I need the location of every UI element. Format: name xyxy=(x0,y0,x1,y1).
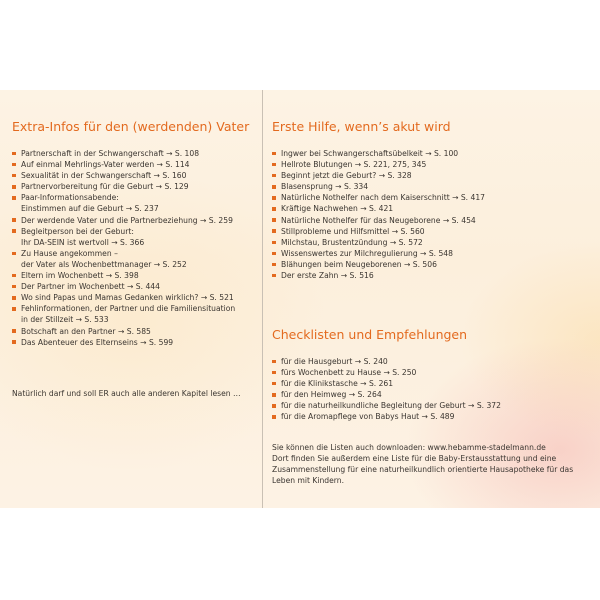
bullet-square-icon xyxy=(272,174,276,178)
list-item xyxy=(272,237,590,248)
list-item-text: Fehlinformationen, der Partner und die Familiensituation xyxy=(21,304,236,314)
list-item xyxy=(272,378,590,389)
note-line: Dort finden Sie außerdem eine Liste für die Baby-Erstausstattung und eine xyxy=(272,454,557,463)
book-page xyxy=(0,90,600,508)
list-item xyxy=(272,270,590,281)
list-item-text: Auf einmal Mehrlings-Vater werden → S. 114 xyxy=(21,160,190,170)
bullet-square-icon xyxy=(12,174,16,178)
list-item xyxy=(272,215,590,226)
bullet-square-icon xyxy=(12,185,16,189)
list-item xyxy=(12,326,256,337)
bullet-square-icon xyxy=(272,393,276,397)
list-item-text: Begleitperson bei der Geburt: xyxy=(21,226,134,236)
list-item-text: Wissenswertes zur Milchregulierung → S. 548 xyxy=(281,248,453,258)
checklists-title: Checklisten und Empfehlungen xyxy=(272,327,468,342)
bullet-square-icon xyxy=(272,404,276,408)
bullet-square-icon xyxy=(272,263,276,267)
bullet-square-icon xyxy=(272,152,276,156)
list-item-text: für die Klinikstasche → S. 261 xyxy=(281,379,394,389)
list-item xyxy=(272,203,590,214)
bullet-square-icon xyxy=(12,307,16,311)
bullet-square-icon xyxy=(12,152,16,156)
list-item xyxy=(272,192,590,203)
list-item-text: Sexualität in der Schwangerschaft → S. 160 xyxy=(21,171,187,181)
list-item-text: Stillprobleme und Hilfsmittel → S. 560 xyxy=(281,226,425,236)
note-line: Zusammenstellung für eine naturheilkundlich orientierte Hausapotheke für das xyxy=(272,465,574,474)
list-item xyxy=(272,411,590,422)
list-item-text: Botschaft an den Partner → S. 585 xyxy=(21,326,151,336)
list-item-text: Kräftige Nachwehen → S. 421 xyxy=(281,204,394,214)
bullet-square-icon xyxy=(12,163,16,167)
list-item xyxy=(272,259,590,270)
list-item xyxy=(12,226,256,248)
list-item-text: Paar-Informationsabende: xyxy=(21,193,119,203)
bullet-square-icon xyxy=(12,285,16,289)
list-item xyxy=(272,389,590,400)
list-item-text: Beginnt jetzt die Geburt? → S. 328 xyxy=(281,171,412,181)
bullet-square-icon xyxy=(272,360,276,364)
note-line: Sie können die Listen auch downloaden: www.hebamme-stadelmann.de xyxy=(272,443,546,452)
list-item-text: Einstimmen auf die Geburt → S. 237 xyxy=(21,204,159,214)
bullet-square-icon xyxy=(272,274,276,278)
bullet-square-icon xyxy=(12,274,16,278)
bullet-square-icon xyxy=(272,252,276,256)
bullet-square-icon xyxy=(12,340,16,344)
download-note xyxy=(272,442,588,486)
list-item xyxy=(272,148,590,159)
bullet-square-icon xyxy=(272,163,276,167)
list-item-text: Natürliche Nothelfer nach dem Kaiserschnitt → S. 417 xyxy=(281,193,486,203)
bullet-square-icon xyxy=(12,252,16,256)
list-item xyxy=(272,367,590,378)
bullet-square-icon xyxy=(12,218,16,222)
list-item-text: Hellrote Blutungen → S. 221, 275, 345 xyxy=(281,160,427,170)
father-info-list xyxy=(12,148,256,348)
list-item-text: Wo sind Papas und Mamas Gedanken wirklich? → S. 521 xyxy=(21,293,234,303)
first-aid-list xyxy=(272,148,590,281)
list-item xyxy=(12,337,256,348)
checklists-list xyxy=(272,356,590,423)
list-item-text: Ingwer bei Schwangerschaftsübelkeit → S. 100 xyxy=(281,149,459,158)
list-item-text: Ihr DA-SEIN ist wertvoll → S. 366 xyxy=(21,237,145,247)
list-item-text: Der werdende Vater und die Partnerbeziehung → S. 259 xyxy=(21,215,233,225)
bullet-square-icon xyxy=(272,196,276,200)
list-item xyxy=(12,215,256,226)
bullet-square-icon xyxy=(12,329,16,333)
list-item-text: Milchstau, Brustentzündung → S. 572 xyxy=(281,237,423,247)
list-item xyxy=(12,281,256,292)
list-item-text: Eltern im Wochenbett → S. 398 xyxy=(21,271,139,281)
list-item xyxy=(272,159,590,170)
father-info-closing: Natürlich darf und soll ER auch alle anderen Kapitel lesen … xyxy=(12,389,241,398)
bullet-square-icon xyxy=(12,229,16,233)
first-aid-title: Erste Hilfe, wenn’s akut wird xyxy=(272,119,451,134)
bullet-square-icon xyxy=(272,207,276,211)
list-item xyxy=(272,400,590,411)
list-item xyxy=(12,270,256,281)
list-item-text: Natürliche Nothelfer für das Neugeborene → S. 454 xyxy=(281,215,476,225)
list-item xyxy=(272,170,590,181)
list-item-text: Der erste Zahn → S. 516 xyxy=(281,271,374,281)
column-divider xyxy=(262,90,263,508)
list-item xyxy=(12,181,256,192)
list-item-text: fürs Wochenbett zu Hause → S. 250 xyxy=(281,368,417,378)
list-item-text: Partnervorbereitung für die Geburt → S. 129 xyxy=(21,182,189,192)
list-item-text: Blasensprung → S. 334 xyxy=(281,182,369,192)
bullet-square-icon xyxy=(12,296,16,300)
list-item xyxy=(12,159,256,170)
bullet-square-icon xyxy=(12,196,16,200)
list-item xyxy=(12,170,256,181)
bullet-square-icon xyxy=(272,371,276,375)
list-item xyxy=(12,292,256,303)
list-item xyxy=(12,148,256,159)
list-item-text: Blähungen beim Neugeborenen → S. 506 xyxy=(281,259,437,269)
list-item xyxy=(12,303,256,325)
list-item xyxy=(272,356,590,367)
list-item xyxy=(12,248,256,270)
bullet-square-icon xyxy=(272,241,276,245)
list-item-text: für die Hausgeburt → S. 240 xyxy=(281,357,388,366)
bullet-square-icon xyxy=(272,218,276,222)
bullet-square-icon xyxy=(272,229,276,233)
list-item xyxy=(272,181,590,192)
list-item-text: Der Partner im Wochenbett → S. 444 xyxy=(21,282,160,292)
list-item-text: der Vater als Wochenbettmanager → S. 252 xyxy=(21,259,187,269)
bullet-square-icon xyxy=(272,415,276,419)
list-item xyxy=(272,226,590,237)
list-item-text: Zu Hause angekommen – xyxy=(21,248,118,258)
list-item xyxy=(12,192,256,214)
list-item-text: Partnerschaft in der Schwangerschaft → S. 108 xyxy=(21,149,200,158)
note-line: Leben mit Kindern. xyxy=(272,476,344,485)
list-item xyxy=(272,248,590,259)
bullet-square-icon xyxy=(272,185,276,189)
bullet-square-icon xyxy=(272,382,276,386)
list-item-text: Das Abenteuer des Elternseins → S. 599 xyxy=(21,337,174,347)
list-item-text: für die naturheilkundliche Begleitung der Geburt → S. 372 xyxy=(281,401,501,411)
list-item-text: in der Stillzeit → S. 533 xyxy=(21,315,109,325)
father-info-title: Extra-Infos für den (werdenden) Vater xyxy=(12,119,250,134)
list-item-text: für die Aromapflege von Babys Haut → S. 489 xyxy=(281,412,455,422)
list-item-text: für den Heimweg → S. 264 xyxy=(281,390,382,400)
